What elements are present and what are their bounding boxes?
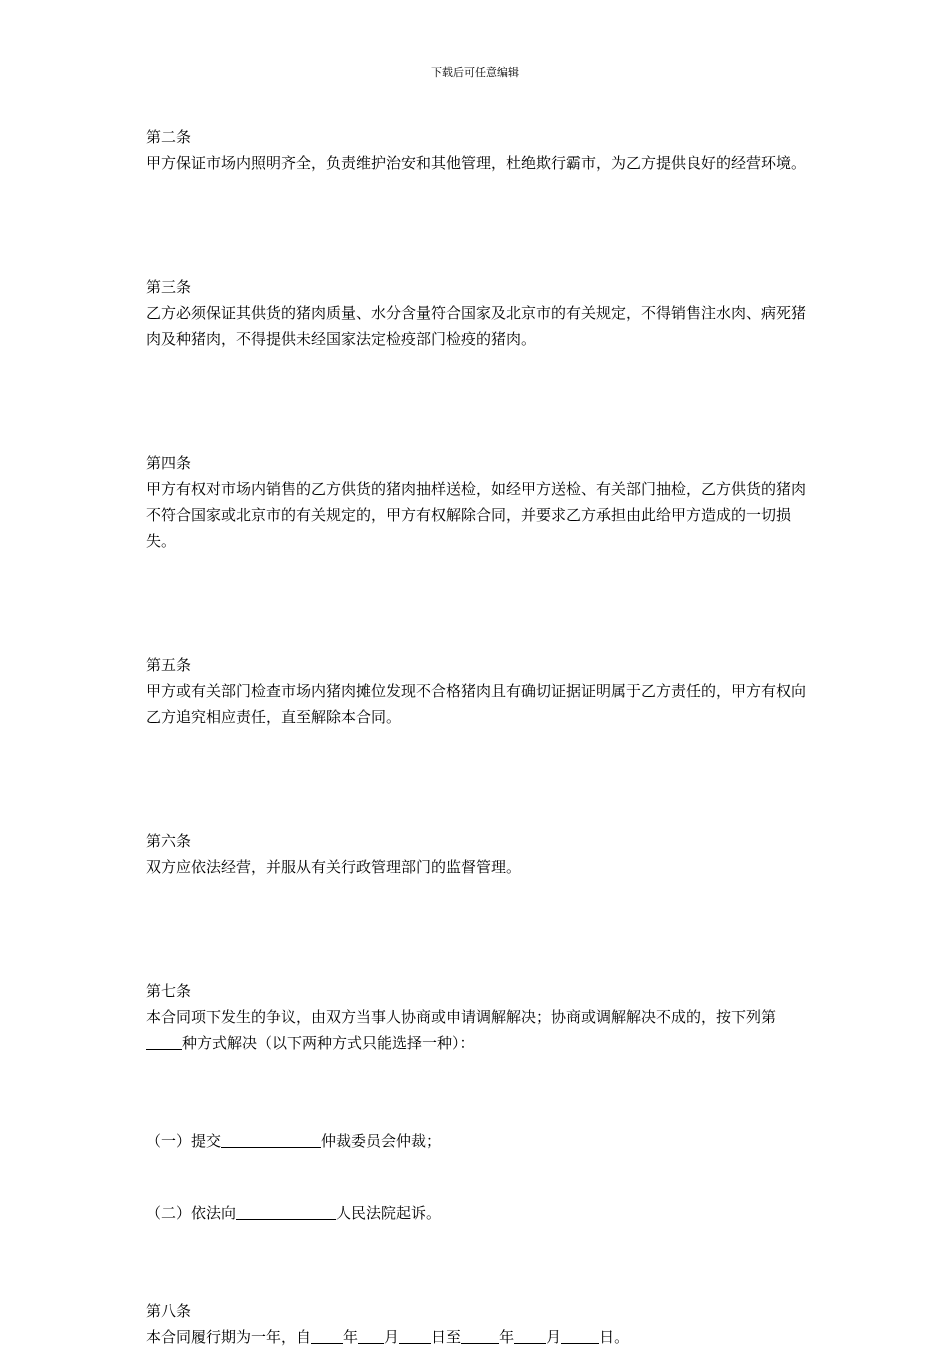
option-prefix: （二）依法向 xyxy=(146,1204,237,1222)
clause-4 xyxy=(146,450,810,554)
clause-text-part: 月 xyxy=(384,1328,400,1346)
clause-text: 乙方必须保证其供货的猪肉质量、水分含量符合国家及北京市的有关规定，不得销售注水肉、病死猪肉及种猪肉，不得提供未经国家法定检疫部门检疫的猪肉。 xyxy=(146,304,807,348)
fill-blank[interactable] xyxy=(514,1327,546,1344)
clause-text-part: 日至 xyxy=(431,1328,462,1346)
option-suffix: 仲裁委员会仲裁； xyxy=(321,1132,442,1150)
clause-title: 第八条 xyxy=(146,1302,192,1320)
clause-7 xyxy=(146,978,810,1226)
fill-blank[interactable] xyxy=(358,1327,384,1344)
clause-title: 第六条 xyxy=(146,832,192,850)
clause-title: 第五条 xyxy=(146,656,192,674)
fill-blank[interactable] xyxy=(146,1033,182,1050)
fill-blank[interactable] xyxy=(311,1327,343,1344)
clause-text-part: 本合同项下发生的争议，由双方当事人协商或申请调解解决；协商或调解解决不成的，按下列第 xyxy=(146,1008,777,1026)
clause-text-part: 本合同履行期为一年，自 xyxy=(146,1328,312,1346)
clause-title: 第四条 xyxy=(146,454,192,472)
fill-blank[interactable] xyxy=(236,1203,336,1220)
clause-text-part: 年 xyxy=(499,1328,515,1346)
clause-text xyxy=(146,1324,810,1350)
clause-text-part: 种方式解决（以下两种方式只能选择一种）： xyxy=(182,1034,475,1052)
dispute-option-2 xyxy=(146,1200,810,1226)
clause-5 xyxy=(146,652,810,730)
clause-text: 甲方有权对市场内销售的乙方供货的猪肉抽样送检，如经甲方送检、有关部门抽检，乙方供货的猪肉不符合国家或北京市的有关规定的，甲方有权解除合同，并要求乙方承担由此给甲方造成的一切损失。 xyxy=(146,480,807,550)
clause-2 xyxy=(146,124,810,176)
clause-3 xyxy=(146,274,810,352)
fill-blank[interactable] xyxy=(399,1327,431,1344)
clause-8 xyxy=(146,1298,810,1350)
clause-title: 第二条 xyxy=(146,128,192,146)
clause-text-part: 年 xyxy=(343,1328,359,1346)
clause-title: 第三条 xyxy=(146,278,192,296)
option-prefix: （一）提交 xyxy=(146,1132,222,1150)
clause-6 xyxy=(146,828,810,880)
clause-text-part: 月 xyxy=(546,1328,562,1346)
clause-text: 双方应依法经营，并服从有关行政管理部门的监督管理。 xyxy=(146,858,522,876)
clause-text: 甲方或有关部门检查市场内猪肉摊位发现不合格猪肉且有确切证据证明属于乙方责任的，甲方有权向乙方追究相应责任，直至解除本合同。 xyxy=(146,682,807,726)
fill-blank[interactable] xyxy=(561,1327,599,1344)
clause-title: 第七条 xyxy=(146,982,192,1000)
fill-blank[interactable] xyxy=(461,1327,499,1344)
clause-text xyxy=(146,1004,810,1056)
clause-text-part: 日。 xyxy=(599,1328,630,1346)
contract-body xyxy=(146,124,810,1350)
option-suffix: 人民法院起诉。 xyxy=(336,1204,442,1222)
page-header: 下载后可任意编辑 xyxy=(431,66,519,79)
dispute-option-1 xyxy=(146,1128,810,1154)
clause-text: 甲方保证市场内照明齐全，负责维护治安和其他管理，杜绝欺行霸市，为乙方提供良好的经营环境。 xyxy=(146,154,807,172)
fill-blank[interactable] xyxy=(221,1131,321,1148)
